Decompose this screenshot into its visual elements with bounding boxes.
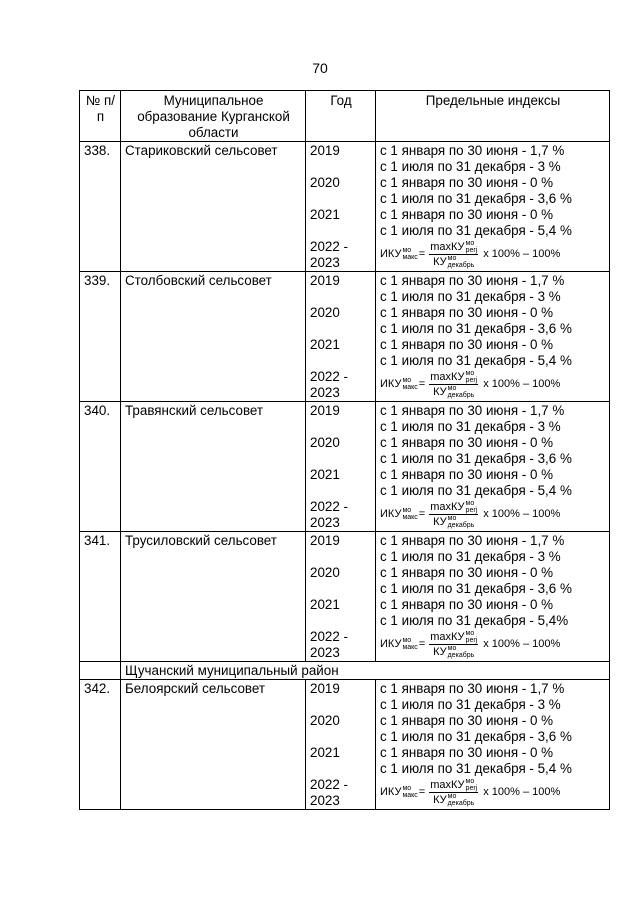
index-line: с 1 июля по 31 декабря - 3,6 % (380, 191, 572, 206)
formula-rhs: x 100% – 100% (483, 508, 561, 520)
formula-fraction (429, 630, 478, 659)
formula-lhs: ИКУ мо макс (380, 785, 418, 800)
years-cell (306, 272, 376, 402)
formula-numerator: maxКУ мо perj (430, 239, 478, 254)
formula-rhs: x 100% – 100% (483, 786, 561, 798)
table-row (80, 272, 610, 402)
index-line: с 1 января по 30 июня - 0 % (380, 713, 554, 728)
formula-rhs: x 100% – 100% (483, 638, 561, 650)
index-line: с 1 января по 30 июня - 0 % (380, 207, 554, 222)
formula-equals: = (418, 638, 426, 650)
index-line: с 1 июля по 31 декабря - 3 % (380, 697, 561, 712)
year-label: 2021 (310, 207, 340, 222)
index-line: с 1 января по 30 июня - 0 % (380, 745, 554, 760)
index-formula (380, 775, 606, 809)
municipality-name (121, 272, 306, 402)
index-line: с 1 июля по 31 декабря - 3,6 % (380, 451, 572, 466)
row-number (80, 680, 121, 810)
year-label: 2022 - 2023 (310, 239, 348, 270)
year-label: 2019 (310, 273, 340, 288)
index-line: с 1 января по 30 июня - 1,7 % (380, 403, 565, 418)
year-label: 2020 (310, 175, 340, 190)
year-label: 2022 - 2023 (310, 369, 348, 400)
year-label: 2020 (310, 435, 340, 450)
municipality-name (121, 532, 306, 662)
index-formula (380, 237, 606, 271)
index-line: с 1 января по 30 июня - 1,7 % (380, 273, 565, 288)
index-line: с 1 июля по 31 декабря - 3,6 % (380, 321, 572, 336)
index-line: с 1 июля по 31 декабря - 3 % (380, 289, 561, 304)
formula-equals: = (418, 248, 426, 260)
formula-equals: = (418, 378, 426, 390)
municipality-name-text: Стариковский сельсовет (125, 143, 278, 158)
formula-numerator: maxКУ мо perj (430, 499, 478, 514)
year-label: 2019 (310, 403, 340, 418)
index-line: с 1 июля по 31 декабря - 3 % (380, 419, 561, 434)
header-year: Год (306, 91, 376, 142)
years-cell (306, 142, 376, 272)
index-line: с 1 января по 30 июня - 0 % (380, 565, 554, 580)
indices-cell (376, 272, 610, 402)
district-name: Щучанский муниципальный район (121, 662, 610, 680)
index-line: с 1 января по 30 июня - 0 % (380, 337, 554, 352)
header-municipality: Муниципальное образование Курганской области (121, 91, 306, 142)
page-number: 70 (312, 60, 328, 76)
index-line: с 1 июля по 31 декабря - 5,4 % (380, 353, 572, 368)
year-label: 2021 (310, 597, 340, 612)
index-line: с 1 июля по 31 декабря - 3,6 % (380, 581, 572, 596)
formula-rhs: x 100% – 100% (483, 248, 561, 260)
table-header-row (80, 91, 610, 142)
formula-numerator: maxКУ мо perj (430, 629, 478, 644)
row-number (80, 142, 121, 272)
year-label: 2021 (310, 337, 340, 352)
indices-cell (376, 402, 610, 532)
year-label: 2020 (310, 305, 340, 320)
municipality-name-text: Белоярский сельсовет (125, 681, 266, 696)
formula-lhs: ИКУ мо макс (380, 247, 418, 262)
indices-cell (376, 680, 610, 810)
formula-equals: = (418, 786, 426, 798)
index-formula (380, 497, 606, 531)
indices-cell (376, 142, 610, 272)
index-line: с 1 января по 30 июня - 1,7 % (380, 533, 565, 548)
table-row (80, 680, 610, 810)
formula-rhs: x 100% – 100% (483, 378, 561, 390)
year-label: 2022 - 2023 (310, 777, 348, 808)
header-num: № п/п (80, 91, 121, 142)
header-indices: Предельные индексы (376, 91, 610, 142)
index-line: с 1 января по 30 июня - 1,7 % (380, 143, 565, 158)
row-number (80, 402, 121, 532)
index-line: с 1 января по 30 июня - 0 % (380, 305, 554, 320)
year-label: 2021 (310, 745, 340, 760)
index-line: с 1 января по 30 июня - 0 % (380, 467, 554, 482)
table-row (80, 532, 610, 662)
year-label: 2022 - 2023 (310, 629, 348, 660)
district-row (80, 662, 610, 680)
formula-fraction (429, 240, 478, 269)
formula-lhs: ИКУ мо макс (380, 637, 418, 652)
formula-fraction (429, 778, 478, 807)
municipality-name (121, 680, 306, 810)
year-label: 2019 (310, 681, 340, 696)
index-line: с 1 июля по 31 декабря - 5,4 % (380, 483, 572, 498)
municipality-name (121, 142, 306, 272)
formula-denominator: КУ мо декабрь (433, 792, 475, 807)
year-label: 2020 (310, 565, 340, 580)
formula-denominator: КУ мо декабрь (433, 254, 475, 269)
district-section (80, 662, 610, 680)
formula-denominator: КУ мо декабрь (433, 514, 475, 529)
index-line: с 1 января по 30 июня - 0 % (380, 597, 554, 612)
index-line: с 1 июля по 31 декабря - 5,4% (380, 613, 569, 628)
table-body-district (80, 680, 610, 810)
index-line: с 1 января по 30 июня - 0 % (380, 175, 554, 190)
row-number (80, 532, 121, 662)
years-cell (306, 680, 376, 810)
municipality-name-text: Травянский сельсовет (125, 403, 264, 418)
years-cell (306, 532, 376, 662)
year-label: 2019 (310, 533, 340, 548)
indices-cell (376, 532, 610, 662)
formula-denominator: КУ мо декабрь (433, 384, 475, 399)
index-line: с 1 июля по 31 декабря - 3 % (380, 159, 561, 174)
row-number-text: 340. (84, 403, 111, 418)
index-line: с 1 июля по 31 декабря - 3,6 % (380, 729, 572, 744)
years-cell (306, 402, 376, 532)
formula-numerator: maxКУ мо perj (430, 369, 478, 384)
index-line: с 1 января по 30 июня - 0 % (380, 435, 554, 450)
year-label: 2019 (310, 143, 340, 158)
row-number-text: 341. (84, 533, 111, 548)
row-number-text: 342. (84, 681, 111, 696)
formula-numerator: maxКУ мо perj (430, 777, 478, 792)
municipality-name (121, 402, 306, 532)
formula-lhs: ИКУ мо макс (380, 507, 418, 522)
formula-fraction (429, 500, 478, 529)
municipality-name-text: Трусиловский сельсовет (125, 533, 277, 548)
indices-table (79, 90, 610, 810)
year-label: 2022 - 2023 (310, 499, 348, 530)
district-num-cell (80, 662, 121, 680)
index-line: с 1 июля по 31 декабря - 5,4 % (380, 761, 572, 776)
index-line: с 1 января по 30 июня - 1,7 % (380, 681, 565, 696)
formula-lhs: ИКУ мо макс (380, 377, 418, 392)
municipality-name-text: Столбовский сельсовет (125, 273, 272, 288)
index-formula (380, 367, 606, 401)
row-number-text: 338. (84, 143, 111, 158)
table-row (80, 142, 610, 272)
year-label: 2021 (310, 467, 340, 482)
formula-denominator: КУ мо декабрь (433, 644, 475, 659)
formula-fraction (429, 370, 478, 399)
table-body (80, 142, 610, 662)
index-line: с 1 июля по 31 декабря - 3 % (380, 549, 561, 564)
table-row (80, 402, 610, 532)
row-number-text: 339. (84, 273, 111, 288)
index-line: с 1 июля по 31 декабря - 5,4 % (380, 223, 572, 238)
index-formula (380, 627, 606, 661)
row-number (80, 272, 121, 402)
formula-equals: = (418, 508, 426, 520)
year-label: 2020 (310, 713, 340, 728)
